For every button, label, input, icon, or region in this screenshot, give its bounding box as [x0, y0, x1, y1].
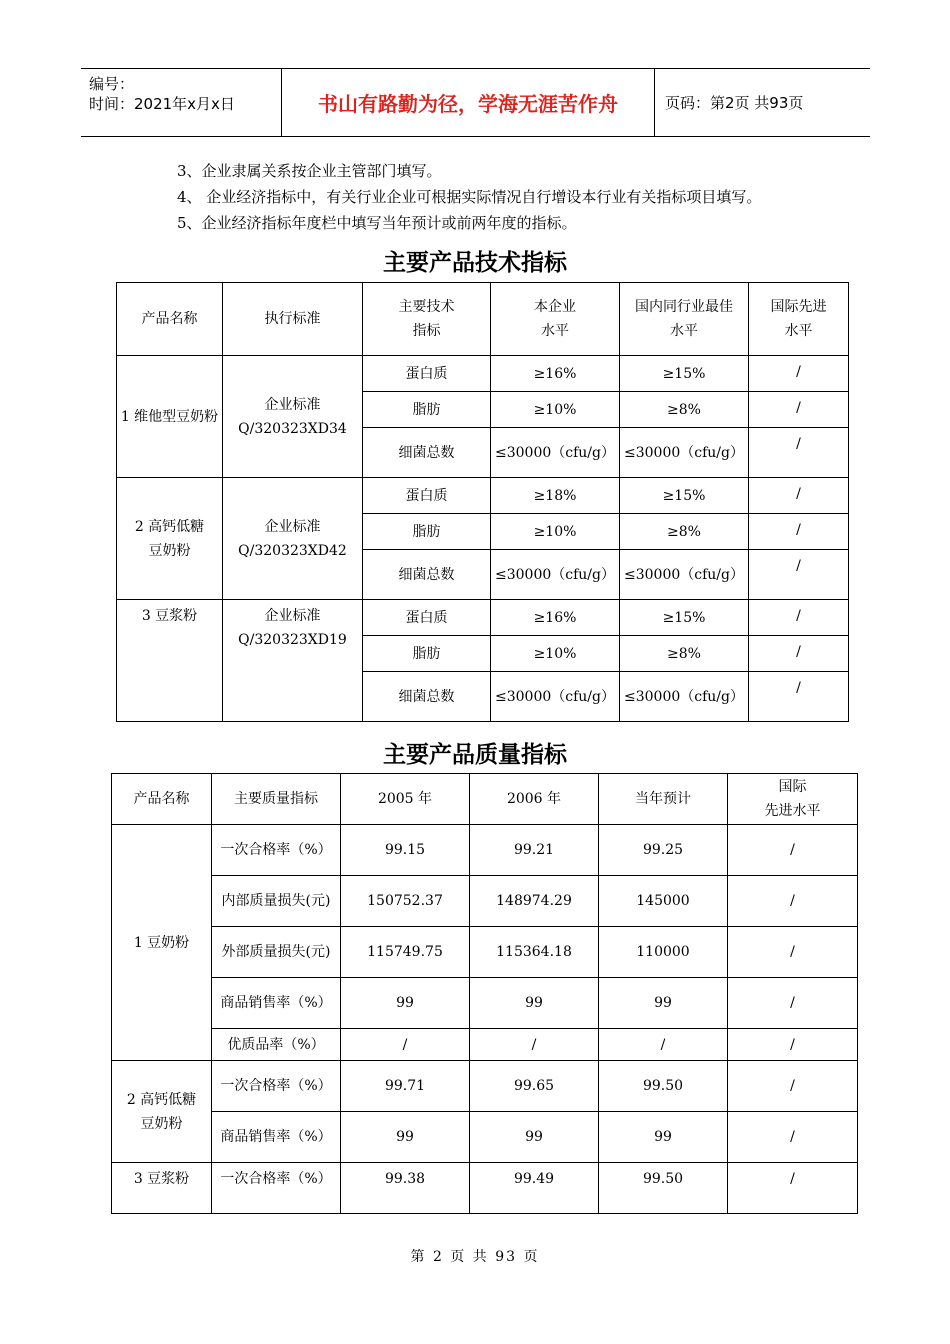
table-cell: / [728, 1112, 858, 1163]
column-header: 2005 年 [341, 774, 470, 825]
column-header: 产品名称 [117, 283, 223, 356]
product-standard: 企业标准 Q/320323XD19 [223, 600, 363, 722]
table-cell: 商品销售率（%） [212, 1112, 341, 1163]
table-cell: ≥16% [491, 356, 620, 392]
quality-table [111, 773, 858, 1214]
header-meta [81, 69, 282, 136]
table-cell: 脂肪 [363, 392, 491, 428]
column-header: 2006 年 [470, 774, 599, 825]
notes [177, 158, 761, 236]
table-row [112, 978, 858, 1029]
table-cell: ≤30000（cfu/g） [491, 672, 620, 722]
column-header: 当年预计 [599, 774, 728, 825]
table-cell: 99.21 [470, 825, 599, 876]
table-cell: / [470, 1029, 599, 1061]
motto: 书山有路勤为径，学海无涯苦作舟 [318, 92, 618, 116]
table-cell: 99.50 [599, 1163, 728, 1214]
table-cell: 蛋白质 [363, 600, 491, 636]
table-cell: ≥16% [491, 600, 620, 636]
table-cell: ≤30000（cfu/g） [620, 428, 749, 478]
page-header [81, 68, 870, 137]
table-row [117, 600, 849, 636]
product-name: 1 维他型豆奶粉 [117, 356, 223, 478]
table-row [112, 927, 858, 978]
table-cell: 细菌总数 [363, 428, 491, 478]
table-cell: 115364.18 [470, 927, 599, 978]
table-cell: / [749, 428, 849, 478]
table-row [112, 1112, 858, 1163]
table-cell: 99.50 [599, 1061, 728, 1112]
table-cell: 细菌总数 [363, 550, 491, 600]
table-cell: 脂肪 [363, 514, 491, 550]
table-cell: 一次合格率（%） [212, 1163, 341, 1214]
product-standard: 企业标准 Q/320323XD42 [223, 478, 363, 600]
table-row [112, 825, 858, 876]
product-name: 2 高钙低糖 豆奶粉 [112, 1061, 212, 1163]
table-cell: ≥8% [620, 514, 749, 550]
table-cell: 99.38 [341, 1163, 470, 1214]
table-cell: ≤30000（cfu/g） [491, 428, 620, 478]
table-row [117, 478, 849, 514]
table-cell: 脂肪 [363, 636, 491, 672]
table-cell: ≥10% [491, 636, 620, 672]
table-cell: ≥10% [491, 392, 620, 428]
table-cell: 99 [341, 978, 470, 1029]
note-item: 5、企业经济指标年度栏中填写当年预计或前两年度的指标。 [177, 214, 577, 232]
table-cell: ≥15% [620, 478, 749, 514]
table-cell: / [341, 1029, 470, 1061]
column-header: 主要质量指标 [212, 774, 341, 825]
table-cell: 商品销售率（%） [212, 978, 341, 1029]
table-cell: 99.49 [470, 1163, 599, 1214]
table-cell: 内部质量损失(元) [212, 876, 341, 927]
table-cell: ≤30000（cfu/g） [620, 550, 749, 600]
table-cell: 一次合格率（%） [212, 1061, 341, 1112]
table-cell: / [728, 825, 858, 876]
table-cell: / [728, 1029, 858, 1061]
table-cell: / [749, 514, 849, 550]
column-header: 主要技术 指标 [363, 283, 491, 356]
table-cell: / [749, 392, 849, 428]
table-cell: 148974.29 [470, 876, 599, 927]
table-cell: / [728, 1163, 858, 1214]
date-label: 时间：2021年x月x日 [89, 95, 235, 113]
product-name: 1 豆奶粉 [112, 825, 212, 1061]
table-cell: ≥8% [620, 392, 749, 428]
table-cell: 99 [599, 978, 728, 1029]
table-cell: 优质品率（%） [212, 1029, 341, 1061]
table-row [112, 1061, 858, 1112]
table-cell: / [728, 876, 858, 927]
table-cell: ≥8% [620, 636, 749, 672]
column-header: 产品名称 [112, 774, 212, 825]
column-header: 国内同行业最佳 水平 [620, 283, 749, 356]
table-cell: / [749, 356, 849, 392]
table-cell: 99 [470, 978, 599, 1029]
column-header: 国际 先进水平 [728, 774, 858, 825]
table-cell: 99 [599, 1112, 728, 1163]
table-cell: ≥15% [620, 356, 749, 392]
table-cell: 145000 [599, 876, 728, 927]
table-cell: ≥18% [491, 478, 620, 514]
tech-table [116, 282, 849, 722]
column-header: 国际先进 水平 [749, 283, 849, 356]
tech-table-title: 主要产品技术指标 [383, 250, 567, 276]
table-cell: 99.71 [341, 1061, 470, 1112]
table-cell: ≤30000（cfu/g） [491, 550, 620, 600]
table-cell: / [728, 1061, 858, 1112]
page-info: 页码：第2页 共93页 [665, 94, 804, 112]
column-header: 执行标准 [223, 283, 363, 356]
table-cell: 蛋白质 [363, 478, 491, 514]
table-row [112, 1029, 858, 1061]
table-cell: 99.65 [470, 1061, 599, 1112]
number-label: 编号： [89, 75, 135, 93]
table-cell: 150752.37 [341, 876, 470, 927]
table-header-row [117, 283, 849, 356]
table-cell: 99 [470, 1112, 599, 1163]
table-cell: / [728, 927, 858, 978]
quality-table-title: 主要产品质量指标 [383, 742, 567, 768]
table-cell: 99.25 [599, 825, 728, 876]
table-cell: ≤30000（cfu/g） [620, 672, 749, 722]
table-row [112, 876, 858, 927]
table-cell: 99.15 [341, 825, 470, 876]
table-cell: / [749, 550, 849, 600]
table-cell: 99 [341, 1112, 470, 1163]
table-row [112, 1163, 858, 1214]
table-cell: ≥10% [491, 514, 620, 550]
product-name: 2 高钙低糖 豆奶粉 [117, 478, 223, 600]
table-cell: / [749, 600, 849, 636]
page-footer: 第 2 页 共 93 页 [410, 1249, 540, 1265]
table-cell: / [749, 672, 849, 722]
column-header: 本企业 水平 [491, 283, 620, 356]
table-header-row [112, 774, 858, 825]
table-cell: / [749, 636, 849, 672]
table-cell: 细菌总数 [363, 672, 491, 722]
product-name: 3 豆浆粉 [112, 1163, 212, 1214]
table-cell: 一次合格率（%） [212, 825, 341, 876]
table-cell: 外部质量损失(元) [212, 927, 341, 978]
table-cell: 蛋白质 [363, 356, 491, 392]
header-motto-cell [282, 69, 655, 136]
table-cell: / [599, 1029, 728, 1061]
table-cell: / [728, 978, 858, 1029]
table-cell: ≥15% [620, 600, 749, 636]
note-item: 3、企业隶属关系按企业主管部门填写。 [177, 162, 442, 180]
table-row [117, 356, 849, 392]
note-item: 4、 企业经济指标中，有关行业企业可根据实际情况自行增设本行业有关指标项目填写。 [177, 188, 762, 206]
product-standard: 企业标准 Q/320323XD34 [223, 356, 363, 478]
table-cell: 110000 [599, 927, 728, 978]
table-cell: 115749.75 [341, 927, 470, 978]
table-cell: / [749, 478, 849, 514]
product-name: 3 豆浆粉 [117, 600, 223, 722]
